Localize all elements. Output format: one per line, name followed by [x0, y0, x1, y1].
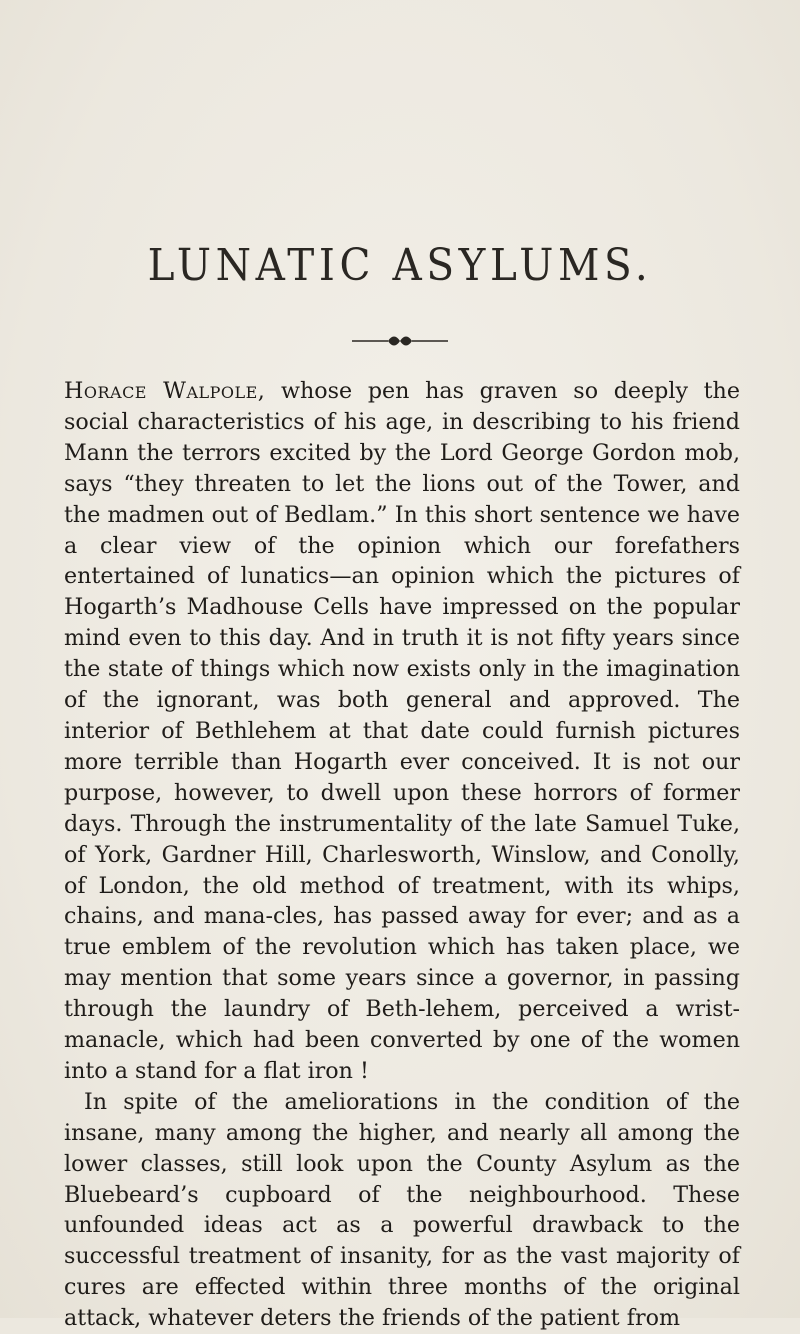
paragraph — [64, 1087, 740, 1334]
lead-in: Horace Walpole, — [64, 378, 266, 404]
ornament-divider — [352, 334, 448, 348]
page-title: LUNATIC ASYLUMS. — [147, 240, 653, 291]
body-text — [64, 376, 740, 1334]
paragraph-text: whose pen has graven so deeply the social characteristics of his age, in describing to his friend Mann the terrors excited by the Lord George Gordon mob, says “they threaten to let the lions out of the Tower, and the madmen out of Bedlam.” In this short sentence we have a clear view of the opinion which our forefathers entertained of lunatics—an opinion which the pictures of Hogarth’s Madhouse Cells have impressed on the popular mind even to this day. And in truth it is not fifty years since the state of things which now exists only in the imagination of the ignorant, was both general and approved. The interior of Bethlehem at that date could furnish pictures more terrible than Hogarth ever conceived. It is not our purpose, however, to dwell upon these horrors of former days. Through the instrumentality of the late Samuel Tuke, of York, Gardner Hill, Charlesworth, Winslow, and Conolly, of London, the old method of treatment, with its whips, chains, and mana-cles, has passed away for ever; and as a true emblem of the revolution which has taken place, we may mention that some years since a governor, in passing through the laundry of Beth-lehem, perceived a wrist-manacle, which had been converted by one of the women into a stand for a flat iron ! — [64, 378, 740, 1084]
paragraph-text: In spite of the ameliorations in the condition of the insane, many among the higher, and nearly all among the lower classes, still look upon the County Asylum as the Bluebeard’s cupboard of the neighbourhood. These unfounded ideas act as a powerful drawback to the successful treatment of insanity, for as the vast majority of cures are effected within three months of the original attack, whatever deters the friends of the patient from — [64, 1088, 740, 1332]
paragraph — [64, 376, 740, 1087]
